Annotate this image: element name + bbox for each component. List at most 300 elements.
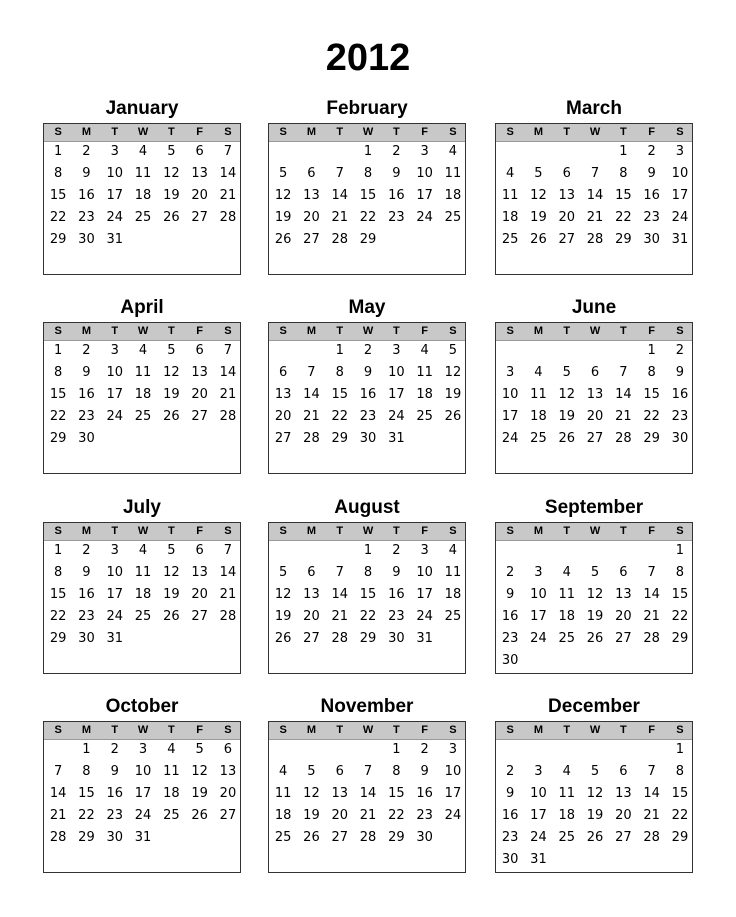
day-cell: 30	[501, 653, 519, 668]
day-cell: 31	[106, 631, 124, 646]
weekday-label: F	[648, 724, 656, 736]
day-cell: 2	[392, 543, 401, 558]
day-cell: 12	[191, 764, 208, 779]
day-cell: 17	[106, 387, 124, 402]
weekday-label: M	[533, 724, 544, 736]
day-cell: 22	[671, 609, 689, 624]
day-cell: 22	[359, 609, 377, 624]
day-cell: 2	[392, 144, 401, 159]
day-cell: 21	[49, 808, 67, 823]
day-cell: 30	[501, 852, 519, 867]
day-cell: 27	[331, 830, 349, 845]
day-cell: 24	[106, 210, 124, 225]
weekday-label: T	[392, 525, 400, 537]
day-cell: 9	[82, 166, 91, 181]
day-cell: 14	[219, 365, 237, 380]
weekday-label: F	[196, 525, 204, 537]
day-cell: 10	[106, 365, 124, 380]
day-cell: 22	[388, 808, 405, 823]
weekday-label: S	[54, 325, 62, 337]
weekday-label: F	[421, 724, 429, 736]
weekday-label: S	[224, 126, 232, 138]
day-cell: 22	[359, 210, 377, 225]
weekday-label: F	[421, 325, 429, 337]
day-cell: 25	[134, 609, 152, 624]
day-cell: 26	[274, 631, 292, 646]
day-cell: 9	[675, 365, 685, 380]
day-cell: 25	[163, 808, 180, 823]
day-cell: 24	[416, 210, 433, 225]
weekday-label: W	[137, 724, 149, 736]
day-cell: 25	[134, 210, 152, 225]
day-cell: 19	[191, 786, 208, 801]
day-cell: 25	[134, 409, 152, 424]
day-cell: 15	[615, 188, 632, 203]
day-cell: 3	[534, 764, 543, 779]
day-cell: 19	[163, 387, 180, 402]
month-name: January	[105, 98, 179, 119]
day-cell: 24	[416, 609, 433, 624]
day-cell: 10	[388, 365, 405, 380]
day-cell: 10	[416, 565, 433, 580]
day-cell: 21	[643, 808, 660, 823]
day-cell: 3	[420, 144, 429, 159]
day-cell: 17	[530, 808, 547, 823]
day-cell: 31	[671, 232, 689, 247]
day-cell: 16	[359, 387, 377, 402]
day-cell: 23	[671, 409, 689, 424]
day-cell: 11	[530, 387, 547, 402]
day-cell: 3	[110, 543, 119, 558]
day-cell: 27	[586, 431, 604, 446]
day-cell: 30	[388, 631, 405, 646]
day-cell: 1	[392, 742, 401, 757]
weekday-label: W	[137, 525, 149, 537]
day-cell: 3	[506, 365, 515, 380]
month-name: March	[566, 98, 622, 119]
day-cell: 21	[331, 609, 349, 624]
weekday-label: T	[111, 126, 119, 138]
day-cell: 25	[501, 232, 519, 247]
day-cell: 21	[303, 409, 320, 424]
day-cell: 26	[303, 830, 320, 845]
month-box	[495, 322, 693, 474]
day-cell: 6	[307, 565, 316, 580]
day-cell: 25	[444, 609, 462, 624]
weekday-header	[496, 722, 692, 740]
day-cell: 6	[279, 365, 288, 380]
day-cell: 13	[219, 764, 237, 779]
day-cell: 17	[106, 587, 124, 602]
weekday-label: T	[563, 126, 571, 138]
day-cell: 18	[530, 409, 547, 424]
day-cell: 11	[501, 188, 519, 203]
day-cell: 15	[359, 188, 377, 203]
day-cell: 18	[416, 387, 433, 402]
day-cell: 4	[534, 365, 543, 380]
month-name: July	[122, 497, 162, 518]
day-cell: 15	[49, 387, 67, 402]
day-cell: 28	[219, 210, 237, 225]
day-cell: 12	[163, 166, 180, 181]
day-cell: 2	[363, 343, 373, 358]
weekday-label: M	[81, 126, 92, 138]
day-cell: 15	[671, 786, 689, 801]
day-cell: 2	[675, 343, 685, 358]
day-cell: 5	[167, 543, 176, 558]
day-cell: 16	[78, 387, 95, 402]
day-cell: 17	[444, 786, 462, 801]
day-cell: 29	[359, 631, 377, 646]
day-cell: 22	[49, 609, 67, 624]
weekday-label: T	[563, 525, 571, 537]
day-cell: 10	[444, 764, 462, 779]
day-cell: 6	[195, 543, 204, 558]
day-cell: 24	[388, 409, 405, 424]
day-cell: 14	[331, 188, 349, 203]
day-cell: 30	[78, 232, 95, 247]
day-cell: 14	[586, 188, 604, 203]
day-cell: 17	[416, 188, 433, 203]
day-cell: 29	[359, 232, 377, 247]
day-cell: 14	[303, 387, 320, 402]
weekday-header	[44, 523, 240, 541]
day-cell: 12	[163, 565, 180, 580]
weekday-label: F	[421, 126, 429, 138]
day-cell: 22	[78, 808, 95, 823]
day-cell: 20	[331, 808, 349, 823]
day-cell: 13	[191, 166, 208, 181]
day-cell: 9	[506, 786, 515, 801]
day-cell: 9	[82, 365, 91, 380]
day-cell: 5	[590, 565, 600, 580]
day-cell: 4	[167, 742, 176, 757]
day-cell: 11	[134, 365, 152, 380]
day-cell: 3	[110, 343, 119, 358]
weekday-header	[496, 323, 692, 341]
day-cell: 26	[163, 409, 180, 424]
day-cell: 9	[506, 587, 515, 602]
day-cell: 27	[219, 808, 237, 823]
day-cell: 14	[219, 565, 237, 580]
day-cell: 3	[420, 543, 429, 558]
day-cell: 2	[82, 144, 91, 159]
weekday-label: S	[676, 126, 684, 138]
day-cell: 24	[501, 431, 519, 446]
day-cell: 15	[359, 587, 377, 602]
day-cell: 23	[501, 631, 519, 646]
day-cell: 20	[191, 188, 208, 203]
day-cell: 5	[562, 365, 571, 380]
month-name: April	[120, 297, 164, 318]
weekday-label: W	[137, 126, 149, 138]
day-cell: 27	[303, 232, 320, 247]
day-cell: 13	[191, 565, 208, 580]
day-cell: 7	[223, 144, 233, 159]
weekday-label: T	[336, 126, 344, 138]
weekday-label: M	[306, 126, 317, 138]
day-cell: 27	[615, 830, 632, 845]
day-cell: 6	[619, 565, 628, 580]
day-cell: 20	[615, 609, 632, 624]
day-cell: 2	[110, 742, 119, 757]
day-cell: 21	[643, 609, 660, 624]
month-january	[43, 98, 241, 275]
day-cell: 30	[671, 431, 689, 446]
weekday-label: S	[449, 724, 457, 736]
day-cell: 29	[388, 830, 405, 845]
day-cell: 26	[274, 232, 292, 247]
day-cell: 12	[274, 188, 292, 203]
day-cell: 28	[331, 232, 349, 247]
day-cell: 29	[671, 830, 689, 845]
day-cell: 27	[558, 232, 576, 247]
weekday-label: W	[589, 126, 601, 138]
day-cell: 17	[416, 587, 433, 602]
day-cell: 8	[335, 365, 344, 380]
day-cell: 1	[675, 543, 685, 558]
day-cell: 6	[590, 365, 600, 380]
day-cell: 5	[534, 166, 543, 181]
weekday-header	[44, 124, 240, 142]
day-cell: 28	[586, 232, 604, 247]
day-cell: 18	[163, 786, 180, 801]
day-cell: 26	[191, 808, 208, 823]
weekday-label: S	[449, 325, 457, 337]
weekday-label: T	[392, 325, 400, 337]
day-cell: 13	[303, 587, 320, 602]
day-cell: 22	[331, 409, 349, 424]
day-cell: 19	[163, 587, 180, 602]
day-cell: 20	[303, 609, 320, 624]
day-cell: 18	[558, 609, 576, 624]
weekday-label: M	[533, 126, 544, 138]
weekday-label: T	[336, 325, 344, 337]
day-cell: 16	[78, 587, 95, 602]
day-cell: 4	[420, 343, 429, 358]
month-box	[43, 522, 241, 674]
day-cell: 30	[643, 232, 660, 247]
day-cell: 24	[444, 808, 462, 823]
day-cell: 12	[586, 587, 604, 602]
day-cell: 15	[49, 188, 67, 203]
day-cell: 20	[191, 387, 208, 402]
day-cell: 23	[78, 210, 95, 225]
weekday-label: M	[306, 724, 317, 736]
weekday-label: S	[449, 126, 457, 138]
day-cell: 18	[134, 587, 152, 602]
day-cell: 10	[501, 387, 519, 402]
day-cell: 3	[392, 343, 401, 358]
weekday-header	[269, 124, 465, 142]
month-box	[268, 322, 466, 474]
day-cell: 2	[506, 565, 515, 580]
day-cell: 19	[303, 808, 320, 823]
day-cell: 15	[671, 587, 689, 602]
day-cell: 8	[647, 365, 656, 380]
day-cell: 19	[586, 808, 604, 823]
month-name: December	[548, 696, 640, 717]
weekday-label: W	[137, 325, 149, 337]
weekday-label: F	[196, 325, 204, 337]
day-cell: 10	[416, 166, 433, 181]
day-cell: 6	[562, 166, 571, 181]
day-cell: 19	[274, 210, 292, 225]
day-cell: 23	[388, 609, 405, 624]
day-cell: 30	[106, 830, 124, 845]
day-cell: 29	[78, 830, 95, 845]
day-cell: 25	[558, 830, 576, 845]
weekday-label: W	[362, 126, 374, 138]
weekday-label: T	[619, 525, 627, 537]
day-cell: 24	[134, 808, 152, 823]
weekday-label: S	[224, 724, 232, 736]
month-december	[495, 696, 693, 873]
day-cell: 4	[448, 144, 458, 159]
weekday-label: S	[279, 724, 287, 736]
weekday-label: W	[362, 325, 374, 337]
month-box	[268, 721, 466, 873]
weekday-label: S	[279, 525, 287, 537]
day-cell: 28	[49, 830, 67, 845]
month-box	[495, 721, 693, 873]
day-cell: 8	[363, 565, 373, 580]
day-cell: 19	[444, 387, 462, 402]
day-cell: 19	[586, 609, 604, 624]
day-cell: 12	[586, 786, 604, 801]
day-cell: 22	[643, 409, 660, 424]
day-cell: 31	[134, 830, 152, 845]
month-box	[43, 322, 241, 474]
day-cell: 17	[134, 786, 152, 801]
day-cell: 14	[615, 387, 632, 402]
day-cell: 2	[420, 742, 429, 757]
weekday-label: F	[421, 525, 429, 537]
day-cell: 3	[138, 742, 148, 757]
day-cell: 22	[49, 210, 67, 225]
weekday-label: W	[589, 525, 601, 537]
day-cell: 24	[671, 210, 689, 225]
day-cell: 29	[671, 631, 689, 646]
day-cell: 8	[54, 166, 63, 181]
day-cell: 30	[78, 431, 95, 446]
day-cell: 24	[106, 609, 124, 624]
day-cell: 12	[303, 786, 320, 801]
month-october	[43, 696, 241, 873]
day-cell: 25	[274, 830, 292, 845]
day-cell: 9	[392, 565, 401, 580]
day-cell: 4	[562, 764, 571, 779]
day-cell: 19	[163, 188, 180, 203]
weekday-label: T	[111, 525, 119, 537]
day-cell: 26	[163, 609, 180, 624]
weekday-label: F	[648, 126, 656, 138]
day-cell: 29	[615, 232, 632, 247]
day-cell: 23	[359, 409, 377, 424]
weekday-label: W	[589, 325, 601, 337]
day-cell: 14	[219, 166, 237, 181]
day-cell: 17	[388, 387, 405, 402]
weekday-label: T	[392, 724, 400, 736]
day-cell: 16	[78, 188, 95, 203]
day-cell: 16	[501, 609, 519, 624]
day-cell: 6	[195, 144, 204, 159]
month-box	[43, 123, 241, 275]
day-cell: 3	[675, 144, 685, 159]
day-cell: 16	[106, 786, 124, 801]
month-name: August	[334, 497, 400, 518]
weekday-label: W	[589, 724, 601, 736]
day-cell: 29	[643, 431, 660, 446]
day-cell: 29	[49, 431, 67, 446]
day-cell: 1	[363, 144, 373, 159]
weekday-label: T	[167, 126, 175, 138]
day-cell: 24	[530, 830, 547, 845]
day-cell: 12	[444, 365, 462, 380]
weekday-label: W	[362, 525, 374, 537]
day-cell: 6	[307, 166, 316, 181]
weekday-label: S	[224, 325, 232, 337]
weekday-label: F	[196, 724, 204, 736]
day-cell: 8	[54, 565, 63, 580]
day-cell: 18	[444, 188, 462, 203]
weekday-label: T	[619, 724, 627, 736]
day-cell: 1	[675, 742, 685, 757]
day-cell: 4	[138, 543, 148, 558]
day-cell: 8	[619, 166, 628, 181]
month-name: October	[105, 696, 179, 717]
day-cell: 5	[279, 565, 288, 580]
day-cell: 15	[78, 786, 95, 801]
day-cell: 28	[615, 431, 632, 446]
day-cell: 23	[78, 409, 95, 424]
weekday-label: S	[54, 724, 62, 736]
day-cell: 11	[134, 166, 152, 181]
month-name: June	[571, 297, 617, 318]
day-cell: 21	[615, 409, 632, 424]
day-cell: 24	[530, 631, 547, 646]
month-box	[495, 522, 693, 674]
weekday-label: W	[362, 724, 374, 736]
day-cell: 7	[335, 166, 344, 181]
day-cell: 14	[643, 587, 660, 602]
month-june	[495, 297, 693, 474]
weekday-label: M	[81, 525, 92, 537]
day-cell: 11	[274, 786, 292, 801]
day-cell: 8	[54, 365, 63, 380]
month-november	[268, 696, 466, 873]
day-cell: 30	[78, 631, 95, 646]
day-cell: 15	[388, 786, 405, 801]
day-cell: 7	[307, 365, 316, 380]
weekday-label: S	[676, 724, 684, 736]
weekday-label: S	[279, 126, 287, 138]
day-cell: 5	[167, 343, 176, 358]
day-cell: 16	[388, 188, 405, 203]
day-cell: 16	[388, 587, 405, 602]
day-cell: 6	[195, 343, 204, 358]
day-cell: 9	[420, 764, 429, 779]
day-cell: 10	[106, 565, 124, 580]
day-cell: 12	[163, 365, 180, 380]
day-cell: 11	[558, 786, 576, 801]
day-cell: 22	[615, 210, 632, 225]
day-cell: 4	[138, 144, 148, 159]
day-cell: 1	[54, 543, 63, 558]
day-cell: 6	[335, 764, 344, 779]
day-cell: 3	[110, 144, 119, 159]
day-cell: 21	[219, 387, 237, 402]
